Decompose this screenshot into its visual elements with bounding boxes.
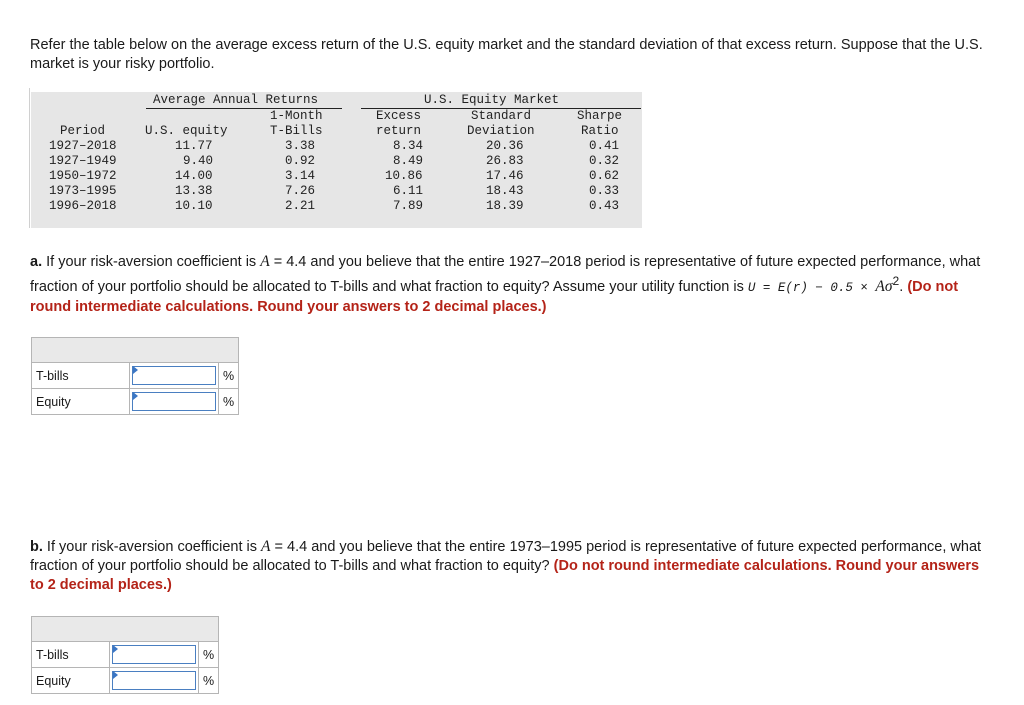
row-std: 17.46 [486, 169, 524, 183]
equity-input-b[interactable] [112, 671, 196, 690]
row-tbills: 0.92 [285, 154, 316, 168]
question-b-instruction: (Do not round intermediate calculations. Round your answers to 2 decimal places.) [30, 558, 980, 593]
answer-table-a [31, 337, 239, 415]
row-tbills: 7.26 [285, 184, 316, 198]
answer-row-equity [32, 389, 239, 415]
col-us-equity: U.S. equity [145, 124, 228, 138]
question-a-text1: If your risk-aversion coefficient is [42, 254, 261, 270]
intro-text: Refer the table below on the average excess return of the U.S. equity market and the standard deviation of that excess return. Suppose that the U.S. market is your risky portfolio. [30, 37, 983, 72]
question-a-text2: = 4.4 and you believe that the entire 1927–2018 period is representative of future expected performance, what fraction of your portfolio should be allocated to T-bills and what fraction to equity? Assume your utility function is [30, 254, 981, 295]
percent-unit: % [199, 642, 219, 668]
row-excess: 7.89 [393, 199, 424, 213]
returns-table [31, 92, 642, 228]
row-sharpe: 0.62 [589, 169, 620, 183]
question-a-formula-tail: Aσ [875, 277, 893, 295]
row-excess: 8.49 [393, 154, 424, 168]
col-std-bottom: Deviation [467, 124, 535, 138]
equity-label: Equity [32, 389, 130, 415]
row-sharpe: 0.33 [589, 184, 620, 198]
col-tbills-top: 1-Month [270, 109, 323, 123]
row-sharpe: 0.32 [589, 154, 620, 168]
row-excess: 6.11 [393, 184, 424, 198]
row-std: 18.43 [486, 184, 524, 198]
col-tbills-bottom: T-Bills [270, 124, 323, 138]
group-header-equity-market: U.S. Equity Market [424, 93, 560, 107]
equity-label: Equity [32, 668, 110, 694]
row-sharpe: 0.43 [589, 199, 620, 213]
row-period: 1927–1949 [49, 154, 117, 168]
row-tbills: 2.21 [285, 199, 316, 213]
percent-unit: % [199, 668, 219, 694]
answer-row-tbills [32, 642, 219, 668]
tbills-input-a[interactable] [132, 366, 216, 385]
row-excess: 8.34 [393, 139, 424, 153]
col-sharpe-top: Sharpe [577, 109, 623, 123]
row-tbills: 3.14 [285, 169, 316, 183]
flag-icon [133, 392, 138, 400]
question-a-instruction: (Do not round intermediate calculations. Round your answers to 2 decimal places.) [30, 278, 959, 315]
row-period: 1927–2018 [49, 139, 117, 153]
row-us-equity: 14.00 [175, 169, 213, 183]
question-b-var-a: A [261, 538, 271, 555]
question-b-letter: b. [30, 539, 43, 555]
answer-table-header [32, 338, 239, 363]
row-period: 1950–1972 [49, 169, 117, 183]
percent-unit: % [219, 363, 239, 389]
question-b-text1: If your risk-aversion coefficient is [42, 539, 262, 555]
col-excess-top: Excess [376, 109, 422, 123]
row-us-equity: 11.77 [175, 139, 213, 153]
left-accent-bar [29, 88, 30, 228]
question-a-letter: a. [30, 254, 43, 270]
question-a-end: . [899, 278, 908, 295]
tbills-input-b[interactable] [112, 645, 196, 664]
equity-input-a[interactable] [132, 392, 216, 411]
flag-icon [113, 671, 118, 679]
question-a-var-u: U [747, 280, 756, 295]
question-b-text2: = 4.4 and you believe that the entire 1973–1995 period is representative of future expected performance, what fraction of your portfolio should be allocated to T-bills and what fraction to equity? [30, 539, 982, 574]
row-std: 20.36 [486, 139, 524, 153]
question-a [30, 252, 992, 317]
answer-row-tbills [32, 363, 239, 389]
answer-table-header [32, 617, 219, 642]
flag-icon [133, 366, 138, 374]
answer-row-equity [32, 668, 219, 694]
row-us-equity: 9.40 [183, 154, 214, 168]
tbills-label: T-bills [32, 363, 130, 389]
answer-table-b [31, 616, 219, 694]
row-us-equity: 13.38 [175, 184, 213, 198]
row-std: 18.39 [486, 199, 524, 213]
row-sharpe: 0.41 [589, 139, 620, 153]
col-std-top: Standard [471, 109, 532, 123]
row-std: 26.83 [486, 154, 524, 168]
col-period: Period [60, 124, 106, 138]
question-a-formula: = E(r) − 0.5 × [755, 280, 876, 295]
tbills-label: T-bills [32, 642, 110, 668]
flag-icon [113, 645, 118, 653]
question-a-var-a: A [260, 253, 270, 270]
row-us-equity: 10.10 [175, 199, 213, 213]
group-header-avg-returns: Average Annual Returns [153, 93, 319, 107]
question-a-sup: 2 [892, 274, 900, 288]
row-tbills: 3.38 [285, 139, 316, 153]
question-b [30, 537, 992, 595]
col-sharpe-bottom: Ratio [581, 124, 619, 138]
row-period: 1996–2018 [49, 199, 117, 213]
percent-unit: % [219, 389, 239, 415]
row-excess: 10.86 [385, 169, 423, 183]
col-excess-bottom: return [376, 124, 422, 138]
row-period: 1973–1995 [49, 184, 117, 198]
